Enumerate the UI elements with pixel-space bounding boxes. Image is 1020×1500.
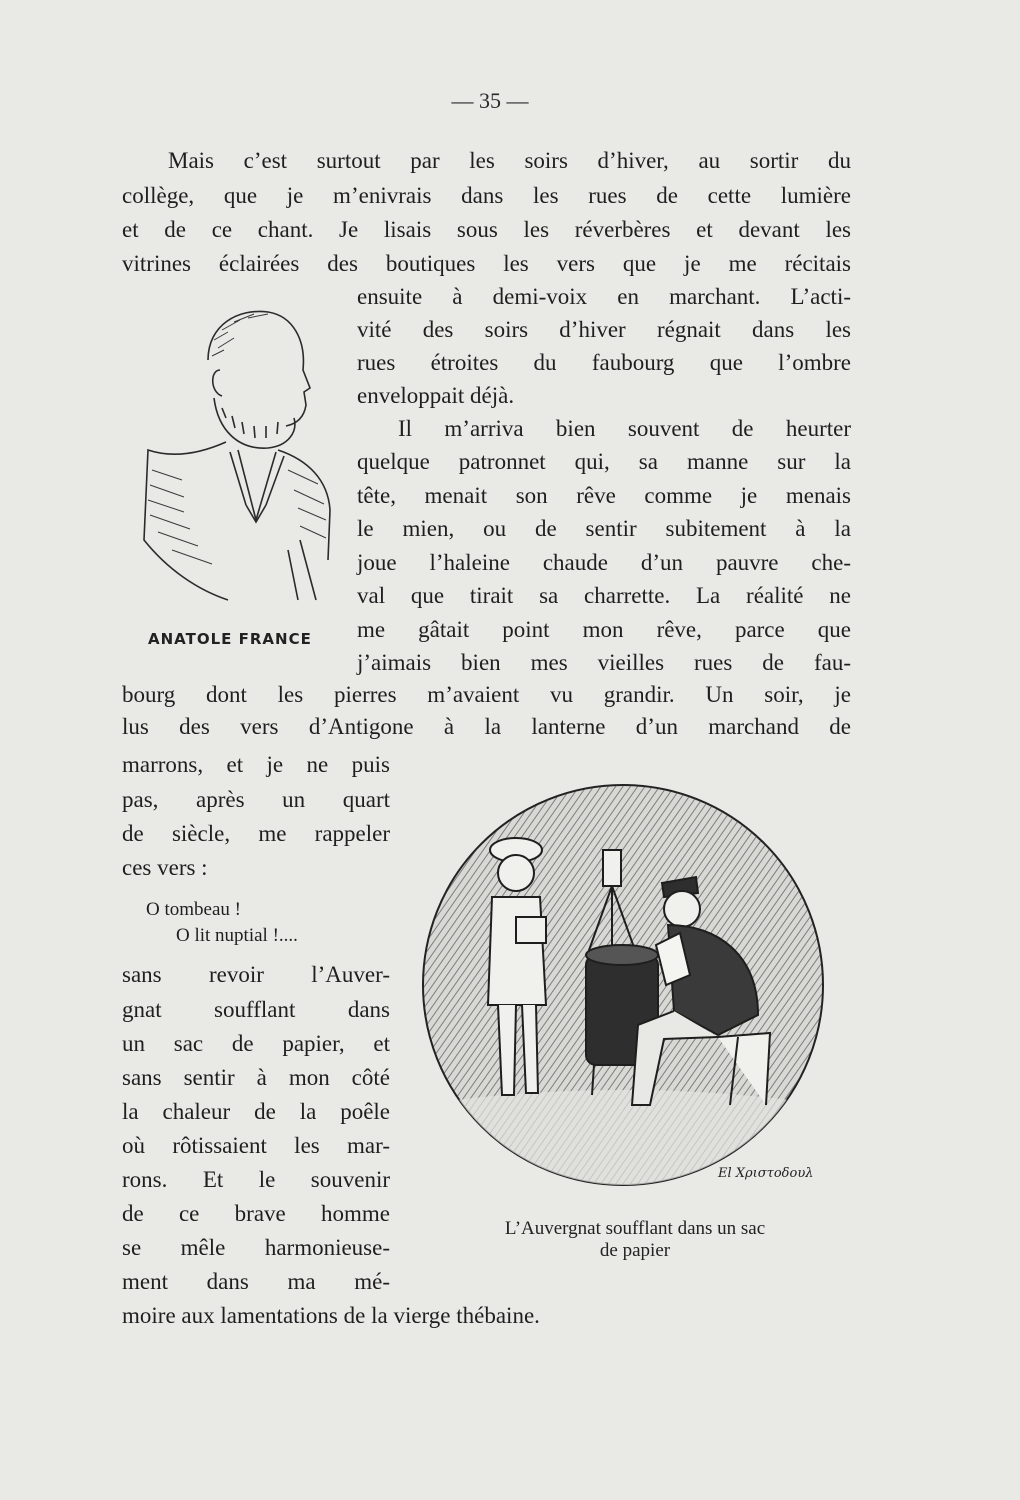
portrait-caption: ANATOLE FRANCE	[148, 630, 312, 648]
text-line: sans sentir à mon côté	[122, 1065, 390, 1090]
text-line: tête, menait son rêve comme je menais	[357, 483, 851, 508]
text-line: Il m’arriva bien souvent de heurter	[398, 416, 851, 441]
text-line: joue l’haleine chaude d’un pauvre che-	[357, 550, 851, 575]
text-line: Mais c’est surtout par les soirs d’hiver, au sortir du	[168, 148, 851, 173]
text-line: lus des vers d’Antigone à la lanterne d’un marchand de	[122, 714, 851, 739]
illustration-signature: El Χριστοδουλ	[718, 1166, 814, 1181]
text-line: enveloppait déjà.	[357, 383, 515, 408]
text-line: collège, que je m’enivrais dans les rues de cette lumière	[122, 183, 851, 208]
text-line: val que tirait sa charrette. La réalité ne	[357, 583, 851, 608]
text-line: de ce brave homme	[122, 1201, 390, 1226]
caption-line: de papier	[599, 1240, 671, 1261]
portrait-illustration	[138, 300, 338, 620]
text-line: me gâtait point mon rêve, parce que	[357, 617, 851, 642]
text-line: moire aux lamentations de la vierge thébaine.	[122, 1303, 540, 1328]
text-line: quelque patronnet qui, sa manne sur la	[357, 449, 851, 474]
verse-line: O tombeau !	[146, 899, 241, 920]
caption-line: L’Auvergnat soufflant dans un sac	[504, 1218, 766, 1239]
page-number: — 35 —	[451, 88, 529, 113]
text-line: un sac de papier, et	[122, 1031, 390, 1056]
verse-line: O lit nuptial !....	[176, 925, 298, 946]
text-line: bourg dont les pierres m’avaient vu grandir. Un soir, je	[122, 682, 851, 707]
text-line: vité des soirs d’hiver régnait dans les	[357, 317, 851, 342]
text-line: de siècle, me rappeler	[122, 821, 390, 846]
text-line: la chaleur de la poêle	[122, 1099, 390, 1124]
text-line: ment dans ma mé-	[122, 1269, 390, 1294]
text-line: sans revoir l’Auver-	[122, 962, 390, 987]
text-line: j’aimais bien mes vieilles rues de fau-	[357, 650, 851, 675]
chestnut-seller-illustration	[418, 775, 828, 1195]
text-line: vitrines éclairées des boutiques les vers que je me récitais	[122, 251, 851, 276]
text-line: marrons, et je ne puis	[122, 752, 390, 777]
text-line: ces vers :	[122, 855, 208, 880]
text-line: rons. Et le souvenir	[122, 1167, 390, 1192]
text-line: rues étroites du faubourg que l’ombre	[357, 350, 851, 375]
text-line: où rôtissaient les mar-	[122, 1133, 390, 1158]
illustration-caption	[400, 1218, 870, 1262]
text-line: et de ce chant. Je lisais sous les réverbères et devant les	[122, 217, 851, 242]
text-line: ensuite à demi-voix en marchant. L’acti-	[357, 284, 851, 309]
text-line: se mêle harmonieuse-	[122, 1235, 390, 1260]
text-line: pas, après un quart	[122, 787, 390, 812]
text-line: gnat soufflant dans	[122, 997, 390, 1022]
text-line: le mien, ou de sentir subitement à la	[357, 516, 851, 541]
